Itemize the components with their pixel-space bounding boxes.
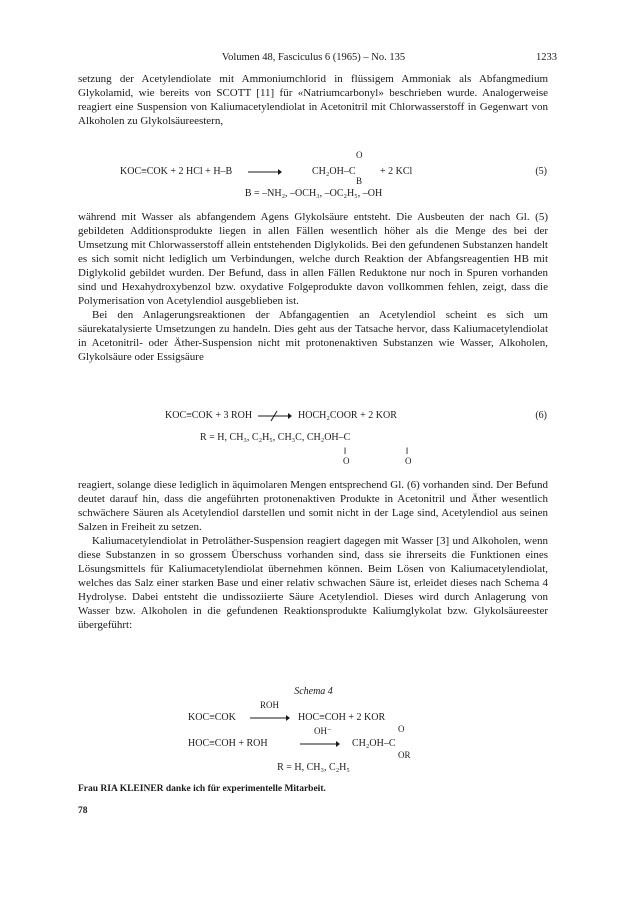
paragraph-1-text: setzung der Acetylendiolate mit Ammoniumchlorid in flüssigem Ammoniak als Abfangmedium Glykolamid, wie bereits von SCOTT [11] für «Natriumcarbonyl» beschrieben wurde. Analogerweise reagiert eine Suspension von Kaliumacetylendiolat in Acetonitril mit Chlorwasserstoff in Gegenwart von Alkoholen zu Glykolsäureestern, (78, 73, 548, 127)
paragraph-1 (78, 72, 548, 128)
footnote: Frau RIA KLEINER danke ich für experimentelle Mitarbeit. (78, 784, 326, 794)
arrow-icon (300, 739, 340, 749)
equation-6-double-bond-1: ‖ (344, 446, 347, 456)
equation-5-b-definition: B = –NH₂, –OCH₃, –OC₂H₅, –OH (244, 188, 383, 199)
equation-5-tail: + 2 KCl (380, 166, 413, 177)
equation-6-r-definition: R = H, CH₃, C₂H₅, CH₃C, CH₂OH–C (200, 432, 351, 443)
equation-5-oxygen: O (356, 150, 363, 160)
arrow-icon (250, 713, 290, 723)
schema-row1-right: HOC≡COH + 2 KOR (298, 712, 386, 723)
schema-row1-reagent: ROH (260, 700, 280, 710)
paragraph-2-text: während mit Wasser als abfangendem Agens Glykolsäure entsteht. Die Ausbeuten der nach Gl. (5) gebildeten Additionsprodukte liegen in allen Fällen wesentlich höher als die Menge des bei der Umsetzung mit Chlorwasserstoff allein entstehenden Diglykolids. Bei den gefundenen Substanzen handelt es sich somit nicht lediglich um Verbindungen, welche durch Reaktion der Abfangsreagentien HB mit Diglykolid gebildet wurden. Der Befund, dass in allen Fällen Reduktone nur noch in Spuren vorhanden sind und Hexahydroxybenzol bzw. oxydative Folgeprodukte davon vollkommen fehlen, zeigt, dass die Polymerisation von Acetylendiol ausgeblieben ist. (78, 211, 548, 307)
equation-6-number: (6) (535, 410, 547, 421)
paragraph-5-text: Kaliumacetylendiolat in Petroläther-Suspension reagiert dagegen mit Wasser [3] und Alkoholen, wenn diese Substanzen in so grossem Überschuss vorhanden sind, dass sie ihrerseits die Funktionen eines Lösungsmittels für Kaliumacetylendiolat übernehmen können. Beim Lösen von Kaliumacetylendiolat, welches das Salz einer starken Base und einer relativ schwachen Säure ist, erleidet dieses nach Schema 4 Hydrolyse. Dabei entsteht die undissoziierte Säure Acetylendiol. Dieses wird durch Anlagerung von Wasser bzw. Alkoholen in die gefundenen Reaktionsprodukte Kaliumglykolat bzw. Glykolsäureester übergeführt: (78, 535, 548, 631)
equation-6-oxygen-2: O (405, 456, 412, 466)
arrow-icon (248, 167, 282, 177)
paragraph-4-text: reagiert, solange diese lediglich in äquimolaren Mengen entsprechend Gl. (6) vorhanden sind. Der Befund deutet darauf hin, dass die angeführten protonenaktiven Produkte in Acetonitril und Äther wesentlich schwächere Säuren als Acetylendiol darstellen und somit nicht in der Lage sind, Acetylendiol aus seinen Salzen in Freiheit zu setzen. (78, 479, 548, 533)
equation-5-number: (5) (535, 166, 547, 177)
paragraph-2 (78, 210, 548, 364)
schema-row2-or: OR (398, 750, 411, 760)
equation-5-b: B (356, 176, 363, 186)
schema-row2-oxygen: O (398, 724, 405, 734)
page-number: 78 (78, 806, 88, 816)
paragraph-4 (78, 478, 548, 632)
running-header: Volumen 48, Fasciculus 6 (1965) – No. 135 (221, 52, 406, 63)
equation-6-oxygen-1: O (343, 456, 350, 466)
schema-row2-catalyst: OH⁻ (314, 726, 332, 736)
equation-6-left: KOC≡COK + 3 ROH (165, 410, 253, 421)
equation-6-double-bond-2: ‖ (406, 446, 409, 456)
no-reaction-arrow-icon (258, 410, 292, 422)
schema-title: Schema 4 (294, 686, 333, 697)
header-page-number: 1233 (536, 52, 557, 63)
equation-5-product: CH₂OH–C (312, 166, 356, 177)
schema-row1-left: KOC≡COK (188, 712, 236, 723)
schema-row2-left: HOC≡COH + ROH (188, 738, 268, 749)
equation-5-left: KOC≡COK + 2 HCl + H–B (120, 166, 233, 177)
schema-row2-right: CH₂OH–C (352, 738, 396, 749)
schema-r-definition: R = H, CH₃, C₂H₅ (277, 762, 350, 773)
equation-6-right: HOCH₂COOR + 2 KOR (298, 410, 397, 421)
paragraph-3-text: Bei den Anlagerungsreaktionen der Abfangagentien an Acetylendiol scheint es sich um säurekatalysierte Umsetzungen zu handeln. Dies geht aus der Tatsache hervor, dass Kaliumacetylendiolat in Acetonitril- oder Äther-Suspension nicht mit protonenaktiven Substanzen wie Wasser, Alkoholen, Glykolsäure oder Essigsäure (78, 309, 548, 363)
